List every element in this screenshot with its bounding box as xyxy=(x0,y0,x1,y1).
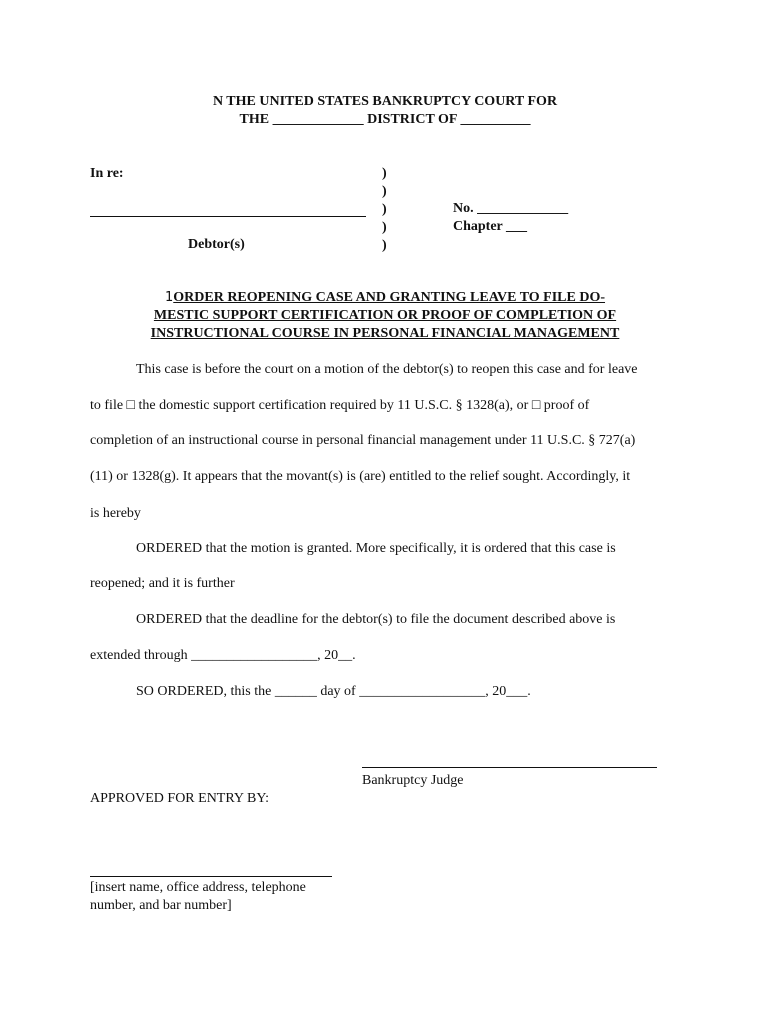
judge-signature-line xyxy=(362,767,657,768)
attorney-signature-line xyxy=(90,876,332,877)
caption-paren: ) xyxy=(382,220,387,235)
body-line: completion of an instructional course in personal financial management under 11 U.S.C. § 727(a) xyxy=(90,433,636,448)
body-line: ORDERED that the motion is granted. More specifically, it is ordered that this case is xyxy=(136,541,616,556)
footnote-mark: 1 xyxy=(164,290,174,305)
debtor-label: Debtor(s) xyxy=(188,237,245,252)
judge-label: Bankruptcy Judge xyxy=(362,773,464,788)
case-number: No. _____________ xyxy=(453,201,569,216)
body-line: is hereby xyxy=(90,506,141,521)
order-title-line2: MESTIC SUPPORT CERTIFICATION OR PROOF OF COMPLETION OF xyxy=(153,308,617,323)
caption-paren: ) xyxy=(382,238,387,253)
caption-paren: ) xyxy=(382,202,387,217)
order-title-line3: INSTRUCTIONAL COURSE IN PERSONAL FINANCIAL MANAGEMENT xyxy=(150,326,620,341)
approved-for-entry-label: APPROVED FOR ENTRY BY: xyxy=(90,791,270,806)
body-line: to file □ the domestic support certification required by 11 U.S.C. § 1328(a), or □ proof of xyxy=(90,398,590,413)
court-heading-line2: THE _____________ DISTRICT OF __________ xyxy=(239,112,531,127)
body-line: ORDERED that the deadline for the debtor(s) to file the document described above is xyxy=(136,612,616,627)
chapter-number: Chapter ___ xyxy=(453,219,528,234)
order-title-line1 xyxy=(0,290,770,306)
caption-paren: ) xyxy=(382,166,387,181)
body-line: This case is before the court on a motion of the debtor(s) to reopen this case and for leave xyxy=(136,362,638,377)
attorney-info-line1: [insert name, office address, telephone xyxy=(90,880,306,895)
caption-paren: ) xyxy=(382,184,387,199)
body-line: (11) or 1328(g). It appears that the movant(s) is (are) entitled to the relief sought. Accordingly, it xyxy=(90,469,631,484)
in-re-label: In re: xyxy=(90,166,124,181)
body-line: reopened; and it is further xyxy=(90,576,235,591)
court-heading-line1: N THE UNITED STATES BANKRUPTCY COURT FOR xyxy=(212,94,558,109)
attorney-info-line2: number, and bar number] xyxy=(90,898,232,913)
debtor-name-line xyxy=(90,216,366,217)
so-ordered-line: SO ORDERED, this the ______ day of __________________, 20___. xyxy=(136,684,531,699)
order-title-text: ORDER REOPENING CASE AND GRANTING LEAVE TO FILE DO- xyxy=(173,290,606,305)
body-line: extended through __________________, 20__. xyxy=(90,648,356,663)
